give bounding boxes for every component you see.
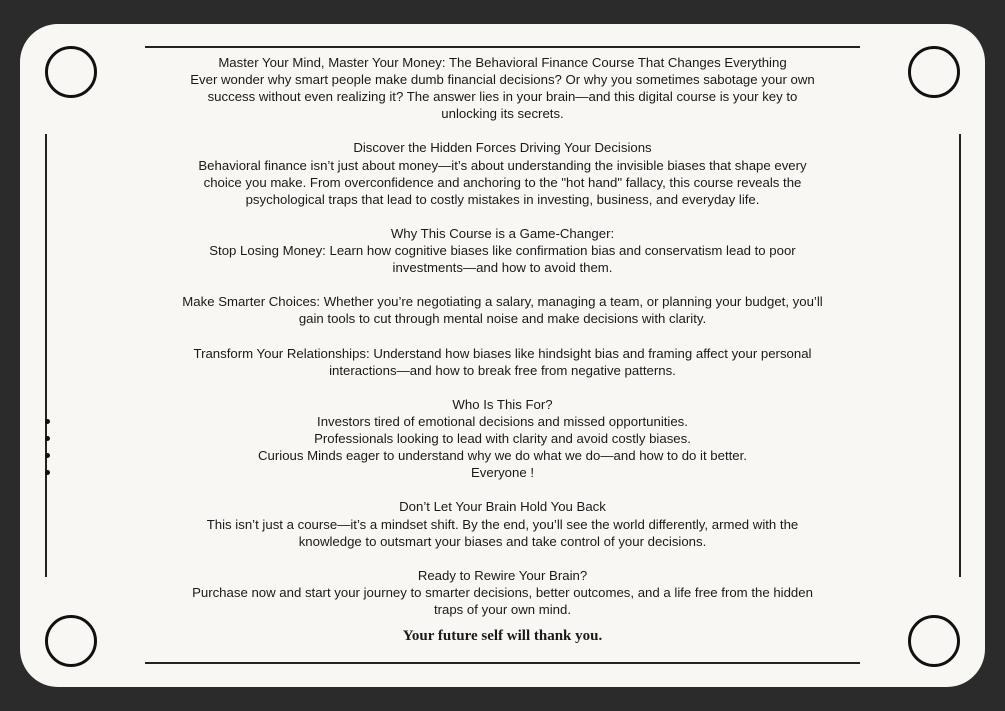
intro-paragraph: Ever wonder why smart people make dumb financial decisions? Or why you sometimes sabotage your own success without even realizing it? The answer lies in your brain—and this digital course is your key to unlocking its secrets. bbox=[190, 72, 815, 122]
rewire-heading: Ready to Rewire Your Brain? bbox=[417, 567, 588, 583]
document-card bbox=[20, 24, 985, 687]
bullet-icon bbox=[45, 453, 50, 458]
page-title: Master Your Mind, Master Your Money: The Behavioral Finance Course That Changes Everything bbox=[218, 55, 787, 70]
hidden-forces-heading: Discover the Hidden Forces Driving Your Decisions bbox=[353, 140, 652, 156]
corner-circle-bottom-left bbox=[45, 615, 97, 667]
corner-circle-top-right bbox=[908, 46, 960, 98]
hold-back-heading: Don’t Let Your Brain Hold You Back bbox=[399, 499, 606, 515]
top-divider bbox=[145, 46, 860, 48]
rewire-body: Purchase now and start your journey to smarter decisions, better outcomes, and a life free from the hidden traps of your own mind. bbox=[192, 584, 813, 617]
list-item: Everyone ! bbox=[180, 464, 825, 481]
closing-line: Your future self will thank you. bbox=[402, 628, 603, 645]
bullet-icon bbox=[45, 470, 50, 475]
list-item: Professionals looking to lead with clarity and avoid costly biases. bbox=[180, 430, 825, 447]
game-changer-point-3: Transform Your Relationships: Understand how biases like hindsight bias and framing affect your personal interactions—and how to break free from negative patterns. bbox=[193, 345, 812, 378]
corner-circle-bottom-right bbox=[908, 615, 960, 667]
game-changer-point-2: Make Smarter Choices: Whether you’re negotiating a salary, managing a team, or planning your budget, you’ll gain tools to cut through mental noise and make decisions with clarity. bbox=[182, 294, 823, 327]
hidden-forces-body: Behavioral finance isn’t just about money—it’s about understanding the invisible biases that shape every choice you make. From overconfidence and anchoring to the "hot hand" fallacy, this course reveals the psychological traps that lead to costly mistakes in investing, business, and everyday life. bbox=[198, 157, 807, 207]
audience-heading: Who Is This For? bbox=[452, 396, 553, 412]
hold-back-body: This isn’t just a course—it’s a mindset shift. By the end, you’ll see the world differently, armed with the knowledge to outsmart your biases and take control of your decisions. bbox=[206, 516, 799, 549]
game-changer-point-1: Stop Losing Money: Learn how cognitive biases like confirmation bias and conservatism lead to poor investments—and how to avoid them. bbox=[209, 243, 796, 276]
list-item: Curious Minds eager to understand why we do what we do—and how to do it better. bbox=[180, 447, 825, 464]
right-rule bbox=[959, 134, 961, 577]
list-item: Investors tired of emotional decisions and missed opportunities. bbox=[180, 413, 825, 430]
audience-list bbox=[180, 413, 825, 481]
course-description bbox=[180, 54, 825, 645]
bottom-divider bbox=[145, 662, 860, 664]
bullet-icon bbox=[45, 419, 50, 424]
left-rule bbox=[45, 134, 47, 577]
bullet-icon bbox=[45, 436, 50, 441]
game-changer-heading: Why This Course is a Game-Changer: bbox=[390, 225, 615, 241]
corner-circle-top-left bbox=[45, 46, 97, 98]
